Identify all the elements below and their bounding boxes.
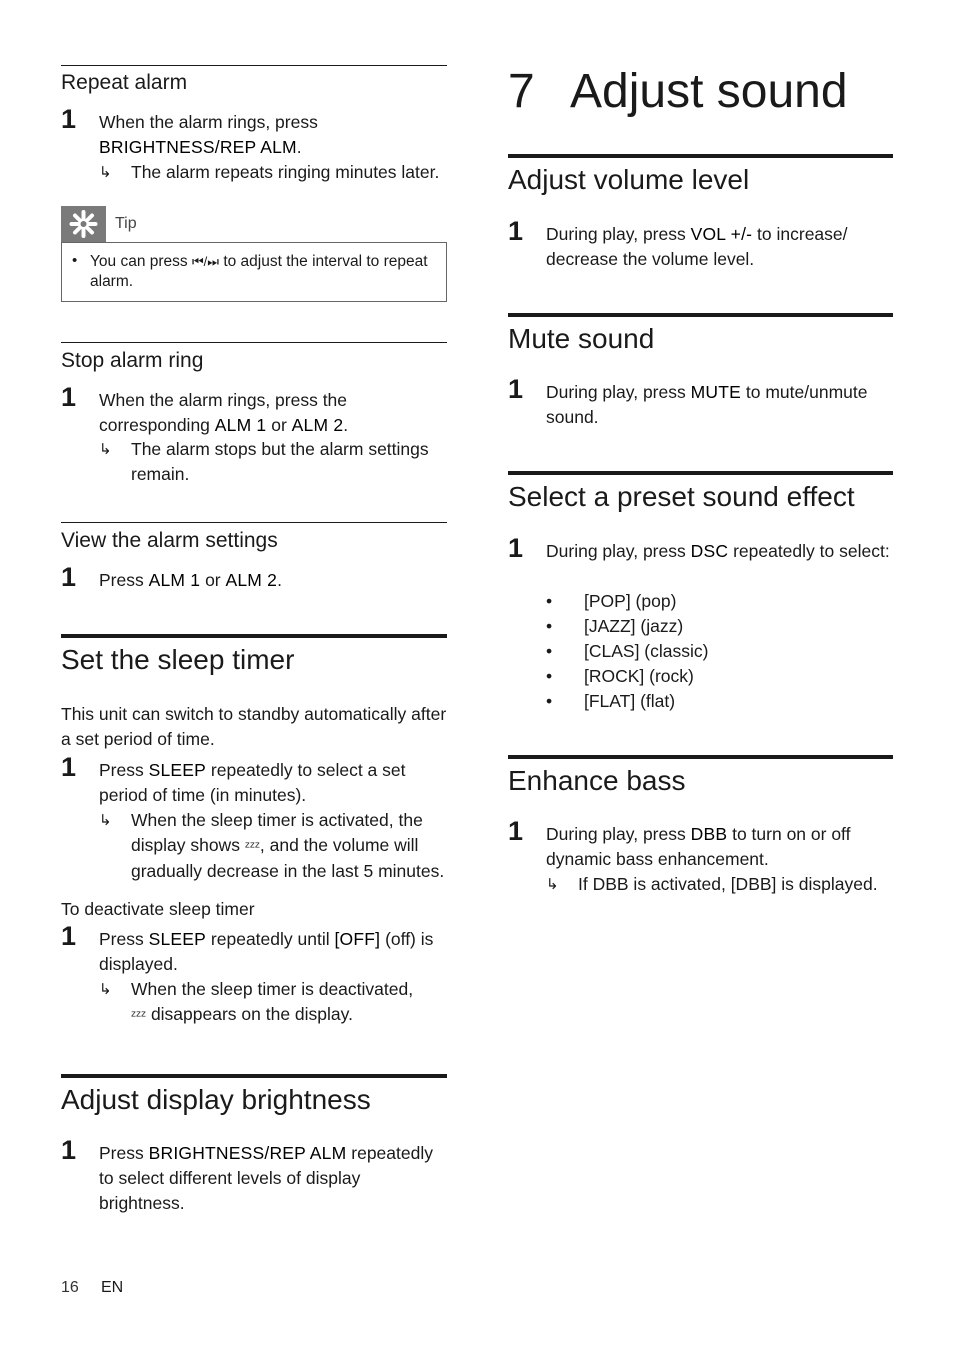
- section-divider: [61, 1074, 447, 1078]
- result-text: The alarm stops but the alarm settings remain.: [131, 439, 429, 484]
- preset-option: [CLAS] (classic): [584, 641, 709, 661]
- sleep-zz-icon: ᶻᶻᶻ: [131, 1007, 147, 1023]
- bullet-icon: •: [546, 616, 553, 636]
- step-text: to mute/unmute sound.: [546, 382, 868, 427]
- bullet-icon: •: [546, 591, 553, 611]
- step-text: repeatedly to select different levels of display brightness.: [99, 1143, 433, 1213]
- step-text: to increase/ decrease the volume level.: [546, 224, 848, 269]
- section-divider: [508, 313, 893, 317]
- preset-option: [POP] (pop): [584, 591, 677, 611]
- key-name: DBB: [690, 824, 728, 844]
- result-text: disappears on the display.: [150, 1004, 353, 1024]
- stop-alarm-step: [99, 388, 447, 438]
- step-number: 1: [61, 1135, 77, 1165]
- view-alarm-heading: View the alarm settings: [61, 529, 278, 552]
- brightness-step: [99, 1141, 447, 1216]
- step-number: 1: [61, 382, 77, 412]
- result-arrow-icon: ↳: [99, 812, 112, 829]
- preset-option: [FLAT] (flat): [584, 691, 676, 711]
- step-text: or: [271, 415, 287, 435]
- repeat-alarm-step: [99, 110, 447, 160]
- key-name: DSC: [690, 541, 729, 561]
- step-number: 1: [61, 752, 77, 782]
- step-text: or: [205, 570, 221, 590]
- section-divider: [61, 634, 447, 638]
- key-name: SLEEP: [148, 760, 207, 780]
- result-text: , and the volume will gradually decrease in the last 5 minutes.: [131, 835, 445, 881]
- step-number: 1: [508, 216, 524, 246]
- result-arrow-icon: ↳: [99, 164, 112, 181]
- key-name: ALM 2: [225, 570, 278, 590]
- stop-alarm-result: [99, 437, 447, 487]
- step-number: 1: [508, 374, 524, 404]
- result-arrow-icon: ↳: [99, 441, 112, 458]
- step-text: During play, press: [546, 382, 686, 402]
- sleep-timer-result: [99, 808, 447, 884]
- result-text: If DBB is activated, [DBB] is displayed.: [578, 874, 878, 894]
- step-text: repeatedly until: [210, 929, 330, 949]
- chapter-number: 7: [508, 65, 535, 118]
- step-text: Press: [99, 570, 144, 590]
- tip-label: Tip: [115, 215, 137, 232]
- prev-next-icon: ⏮/⏭: [191, 254, 219, 269]
- key-name: VOL +/-: [690, 224, 753, 244]
- volume-step: [546, 222, 893, 272]
- page-number: 16: [61, 1279, 79, 1296]
- bullet-icon: •: [72, 252, 78, 269]
- key-name: ALM 2: [291, 415, 344, 435]
- stop-alarm-heading: Stop alarm ring: [61, 349, 204, 372]
- brightness-heading: Adjust display brightness: [61, 1084, 371, 1115]
- step-text: Press: [99, 760, 144, 780]
- preset-option: [ROCK] (rock): [584, 666, 694, 686]
- result-arrow-icon: ↳: [546, 876, 559, 893]
- deactivate-result: [99, 977, 447, 1028]
- preset-heading: Select a preset sound effect: [508, 481, 855, 512]
- deactivate-step: [99, 927, 447, 977]
- step-number: 1: [61, 104, 77, 134]
- bass-step: [546, 822, 893, 872]
- divider: [61, 65, 447, 66]
- step-text: repeatedly to select:: [733, 541, 890, 561]
- result-text: The alarm repeats ringing minutes later.: [131, 162, 440, 182]
- tip-box: [61, 242, 447, 302]
- step-number: 1: [508, 816, 524, 846]
- bullet-icon: •: [546, 641, 553, 661]
- divider: [61, 522, 447, 523]
- chapter-title: Adjust sound: [570, 65, 848, 118]
- tip-text-b: to adjust the interval to repeat alarm.: [90, 253, 428, 290]
- step-end: .: [343, 415, 349, 435]
- view-alarm-step: [99, 568, 447, 593]
- sleep-zz-icon: ᶻᶻᶻ: [244, 838, 260, 854]
- step-number: 1: [61, 562, 77, 592]
- step-end: .: [296, 137, 302, 157]
- result-text: When the sleep timer is activated, the display shows: [131, 810, 423, 855]
- result-text: When the sleep timer is deactivated,: [131, 979, 414, 999]
- repeat-alarm-result: [99, 160, 447, 185]
- tip-text-a: You can press: [90, 253, 188, 270]
- sleep-timer-heading: Set the sleep timer: [61, 644, 295, 675]
- section-divider: [508, 471, 893, 475]
- bullet-icon: •: [546, 691, 553, 711]
- volume-heading: Adjust volume level: [508, 164, 750, 195]
- tip-icon: [61, 206, 106, 242]
- bass-heading: Enhance bass: [508, 765, 686, 796]
- preset-option: [JAZZ] (jazz): [584, 616, 684, 636]
- preset-step: [546, 539, 893, 564]
- bullet-icon: •: [546, 666, 553, 686]
- step-text: repeatedly to select a set period of time (in minutes).: [99, 760, 406, 805]
- key-name: BRIGHTNESS/REP ALM: [99, 137, 297, 157]
- repeat-alarm-heading: Repeat alarm: [61, 71, 188, 94]
- sleep-timer-intro: This unit can switch to standby automatically after a set period of time.: [61, 704, 447, 749]
- section-divider: [508, 154, 893, 158]
- step-text: (off) is displayed.: [99, 929, 434, 974]
- key-name: SLEEP: [148, 929, 207, 949]
- step-text: When the alarm rings, press: [99, 112, 318, 132]
- key-name: ALM 1: [214, 415, 267, 435]
- deactivate-heading: To deactivate sleep timer: [61, 899, 255, 919]
- step-text: to turn on or off dynamic bass enhancement.: [546, 824, 851, 869]
- mute-heading: Mute sound: [508, 323, 655, 354]
- result-arrow-icon: ↳: [99, 981, 112, 998]
- divider: [61, 342, 447, 343]
- bass-result: [546, 872, 893, 897]
- sleep-timer-step: [99, 758, 447, 808]
- key-name: ALM 1: [148, 570, 201, 590]
- section-divider: [508, 755, 893, 759]
- step-text: Press: [99, 929, 144, 949]
- step-text: Press: [99, 1143, 144, 1163]
- step-number: 1: [61, 921, 77, 951]
- step-text: During play, press: [546, 541, 686, 561]
- step-text: During play, press: [546, 224, 686, 244]
- key-name: MUTE: [690, 382, 742, 402]
- key-name: [OFF]: [334, 929, 381, 949]
- mute-step: [546, 380, 893, 430]
- key-name: BRIGHTNESS/REP ALM: [148, 1143, 347, 1163]
- step-end: .: [277, 570, 282, 590]
- step-text: During play, press: [546, 824, 686, 844]
- language-code: EN: [101, 1279, 124, 1296]
- tip-header: [61, 206, 447, 242]
- tip-text: [90, 252, 430, 292]
- step-number: 1: [508, 533, 524, 563]
- step-text: When the alarm rings, press the corresponding: [99, 390, 348, 435]
